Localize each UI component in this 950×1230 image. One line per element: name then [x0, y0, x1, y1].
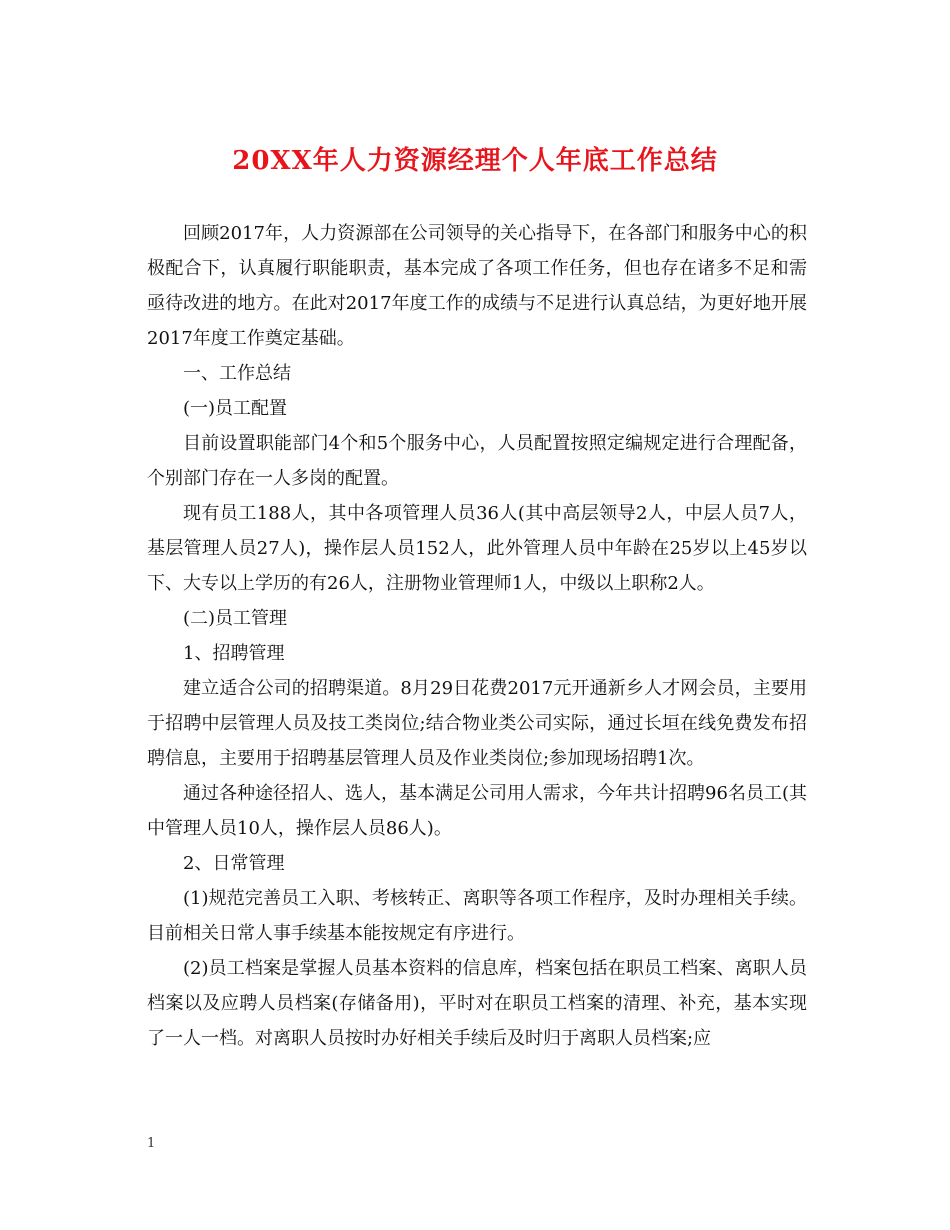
paragraph: 现有员工188人，其中各项管理人员36人(其中高层领导2人，中层人员7人，基层管理人员27人)，操作层人员152人，此外管理人员中年龄在25岁以上45岁以下、大专以上学历的有26人，注册物业管理师1人，中级以上职称2人。 — [147, 503, 807, 594]
item-heading: 2、日常管理 — [183, 853, 285, 874]
paragraph: (1)规范完善员工入职、考核转正、离职等各项工作程序，及时办理相关手续。目前相关日常人事手续基本能按规定有序进行。 — [147, 888, 807, 944]
page-number: 1 — [147, 1136, 156, 1151]
item-heading: 1、招聘管理 — [183, 643, 285, 664]
paragraph: (2)员工档案是掌握人员基本资料的信息库，档案包括在职员工档案、离职人员档案以及应聘人员档案(存储备用)，平时对在职员工档案的清理、补充，基本实现了一人一档。对离职人员按时办好相关手续后及时归于离职人员档案;应 — [147, 958, 807, 1049]
section-heading: 一、工作总结 — [183, 363, 291, 384]
paragraph: 回顾2017年，人力资源部在公司领导的关心指导下，在各部门和服务中心的积极配合下，认真履行职能职责，基本完成了各项工作任务，但也存在诸多不足和需亟待改进的地方。在此对2017年度工作的成绩与不足进行认真总结，为更好地开展2017年度工作奠定基础。 — [147, 223, 807, 349]
subsection-heading: (一)员工配置 — [183, 398, 288, 419]
document-body — [147, 216, 807, 1056]
paragraph: 建立适合公司的招聘渠道。8月29日花费2017元开通新乡人才网会员，主要用于招聘中层管理人员及技工类岗位;结合物业类公司实际，通过长垣在线免费发布招聘信息，主要用于招聘基层管理人员及作业类岗位;参加现场招聘1次。 — [147, 678, 807, 769]
paragraph: 通过各种途径招人、选人，基本满足公司用人需求，今年共计招聘96名员工(其中管理人员10人，操作层人员86人)。 — [147, 783, 807, 839]
subsection-heading: (二)员工管理 — [183, 608, 288, 629]
paragraph: 目前设置职能部门4个和5个服务中心，人员配置按照定编规定进行合理配备，个别部门存在一人多岗的配置。 — [147, 433, 807, 489]
document-title: 20XX年人力资源经理个人年底工作总结 — [232, 146, 718, 176]
